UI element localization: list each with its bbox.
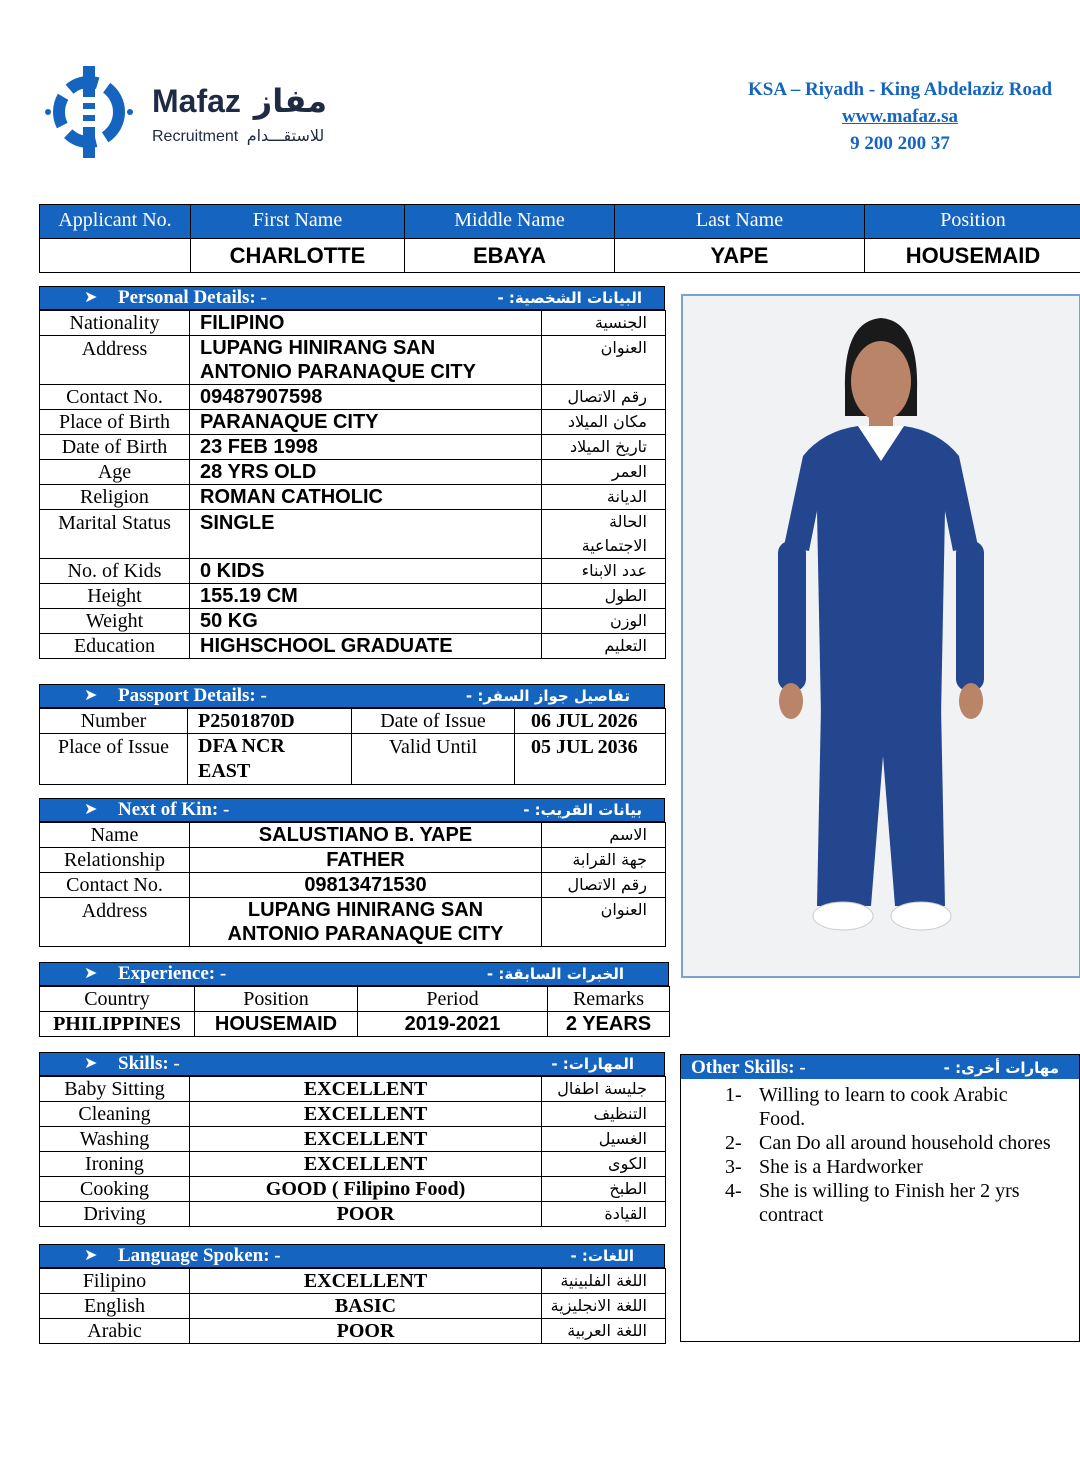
- row-value: EXCELLENT: [190, 1269, 542, 1294]
- row-value: LUPANG HINIRANG SAN ANTONIO PARANAQUE CITY: [190, 336, 542, 385]
- passport-number-label: Number: [40, 709, 188, 734]
- next-of-kin-title-ar: بيانات القريب: -: [523, 801, 642, 819]
- row-label: Contact No.: [40, 385, 190, 410]
- row-value: LUPANG HINIRANG SAN ANTONIO PARANAQUE CITY: [190, 898, 542, 947]
- row-value: 28 YRS OLD: [190, 460, 542, 485]
- row-value: 0 KIDS: [190, 559, 542, 584]
- list-item-number: 2-: [725, 1132, 742, 1154]
- person-figure-icon: [683, 296, 1079, 976]
- row-value: PARANAQUE CITY: [190, 410, 542, 435]
- row-label-ar: التنظيف: [542, 1102, 666, 1127]
- row-label: Address: [40, 898, 190, 947]
- list-item-text: Can Do all around household chores: [759, 1132, 1051, 1154]
- col-header-position: Position: [195, 987, 358, 1012]
- table-row: [40, 609, 666, 634]
- passport-details-title-ar: تفاصيل جواز السفر: -: [465, 687, 630, 705]
- personal-details-title-ar: البيانات الشخصية: -: [497, 289, 642, 307]
- row-value: POOR: [190, 1202, 542, 1227]
- experience-title: Experience: -: [118, 963, 227, 984]
- row-label-ar: رقم الاتصال: [542, 385, 666, 410]
- table-row: [40, 510, 666, 559]
- table-row: [40, 848, 666, 873]
- brand-sub-en: Recruitment: [152, 128, 239, 145]
- row-label-ar: الغسيل: [542, 1127, 666, 1152]
- row-label-ar: الطول: [542, 584, 666, 609]
- languages-table: [39, 1268, 666, 1344]
- row-label: Place of Birth: [40, 410, 190, 435]
- table-row: [40, 1319, 666, 1344]
- row-value: EXCELLENT: [190, 1127, 542, 1152]
- languages-header: [39, 1244, 665, 1268]
- passport-details-header: [39, 684, 665, 708]
- row-value: SALUSTIANO B. YAPE: [190, 823, 542, 848]
- row-label: Arabic: [40, 1319, 190, 1344]
- row-label-ar: الكوى: [542, 1152, 666, 1177]
- personal-details-title: Personal Details: -: [118, 287, 267, 308]
- header-applicant-no: Applicant No.: [40, 205, 191, 239]
- row-label-ar: عدد الابناء: [542, 559, 666, 584]
- list-item: [681, 1179, 1079, 1227]
- list-item: [681, 1155, 1079, 1179]
- arrow-icon: ➤: [84, 1055, 98, 1072]
- experience-position: HOUSEMAID: [195, 1012, 358, 1037]
- other-skills-box: [680, 1054, 1080, 1342]
- row-label: Nationality: [40, 311, 190, 336]
- issue-date-label: Date of Issue: [352, 709, 515, 734]
- other-skills-list: [681, 1079, 1079, 1227]
- experience-period: 2019-2021: [358, 1012, 548, 1037]
- row-value: 155.19 CM: [190, 584, 542, 609]
- arrow-icon: ➤: [84, 965, 98, 982]
- header-position: Position: [865, 205, 1080, 239]
- table-row: [40, 410, 666, 435]
- row-label: Weight: [40, 609, 190, 634]
- next-of-kin-table: [39, 822, 666, 947]
- table-row: [40, 460, 666, 485]
- first-name-value: CHARLOTTE: [191, 239, 405, 273]
- row-label-ar: اللغة العربية: [542, 1319, 666, 1344]
- table-row: [40, 1152, 666, 1177]
- row-label: Cooking: [40, 1177, 190, 1202]
- row-label-ar: الديانة: [542, 485, 666, 510]
- row-label: Cleaning: [40, 1102, 190, 1127]
- table-row: [40, 1127, 666, 1152]
- header-first-name: First Name: [191, 205, 405, 239]
- row-label-ar: الاسم: [542, 823, 666, 848]
- row-label: Relationship: [40, 848, 190, 873]
- row-label: Education: [40, 634, 190, 659]
- col-header-country: Country: [40, 987, 195, 1012]
- passport-number-value: P2501870D: [188, 709, 352, 734]
- passport-details-title: Passport Details: -: [118, 685, 267, 706]
- row-value: EXCELLENT: [190, 1102, 542, 1127]
- row-value: 09487907598: [190, 385, 542, 410]
- table-row: [40, 1177, 666, 1202]
- brand-name-ar: مفاز: [253, 82, 328, 120]
- row-label: Age: [40, 460, 190, 485]
- table-row: [40, 898, 666, 947]
- row-value: GOOD ( Filipino Food): [190, 1177, 542, 1202]
- other-skills-header: [681, 1055, 1079, 1079]
- col-header-remarks: Remarks: [548, 987, 670, 1012]
- table-row: [40, 311, 666, 336]
- header-last-name: Last Name: [615, 205, 865, 239]
- place-of-issue-value: DFA NCR EAST: [188, 734, 352, 785]
- row-label: Baby Sitting: [40, 1077, 190, 1102]
- passport-details-table: [39, 708, 666, 785]
- next-of-kin-title: Next of Kin: -: [118, 799, 230, 820]
- arrow-icon: ➤: [84, 801, 98, 818]
- row-label-ar: الوزن: [542, 609, 666, 634]
- experience-country: PHILIPPINES: [40, 1012, 195, 1037]
- row-label-ar: التعليم: [542, 634, 666, 659]
- website-link[interactable]: www.mafaz.sa: [841, 106, 959, 127]
- row-label-ar: العمر: [542, 460, 666, 485]
- personal-details-table: [39, 310, 666, 659]
- row-value: 23 FEB 1998: [190, 435, 542, 460]
- row-label: Religion: [40, 485, 190, 510]
- row-label: Ironing: [40, 1152, 190, 1177]
- other-skills-title: Other Skills: -: [691, 1057, 806, 1078]
- row-label: Filipino: [40, 1269, 190, 1294]
- table-row: [40, 1012, 670, 1037]
- list-item-text: Willing to learn to cook Arabic Food.: [759, 1084, 1008, 1130]
- skills-title-ar: المهارات: -: [551, 1055, 634, 1073]
- row-value: SINGLE: [190, 510, 542, 559]
- experience-header: [39, 962, 669, 986]
- place-of-issue-label: Place of Issue: [40, 734, 188, 785]
- row-label: Address: [40, 336, 190, 385]
- row-label: Washing: [40, 1127, 190, 1152]
- experience-table: [39, 986, 670, 1037]
- row-label-ar: الحالة الاجتماعية: [542, 510, 666, 559]
- row-label-ar: اللغة الانجليزية: [542, 1294, 666, 1319]
- row-label-ar: الجنسية: [542, 311, 666, 336]
- list-item-text: She is willing to Finish her 2 yrs contract: [759, 1180, 1020, 1226]
- brand-name-en: Mafaz: [152, 83, 241, 119]
- valid-until-label: Valid Until: [352, 734, 515, 785]
- row-value: 50 KG: [190, 609, 542, 634]
- row-label-ar: اللغة الفلبينية: [542, 1269, 666, 1294]
- applicant-no-value: [40, 239, 191, 273]
- col-header-period: Period: [358, 987, 548, 1012]
- arrow-icon: ➤: [84, 1247, 98, 1264]
- row-value: FATHER: [190, 848, 542, 873]
- languages-title: Language Spoken: -: [118, 1245, 281, 1266]
- row-value: 09813471530: [190, 873, 542, 898]
- row-value: ROMAN CATHOLIC: [190, 485, 542, 510]
- arrow-icon: ➤: [84, 289, 98, 306]
- list-item-number: 1-: [725, 1084, 742, 1106]
- contact-block: [700, 76, 1080, 157]
- table-row: [40, 485, 666, 510]
- table-row: [40, 1102, 666, 1127]
- header-middle-name: Middle Name: [405, 205, 615, 239]
- applicant-table: [39, 204, 1080, 273]
- mafaz-emblem-icon: [44, 62, 134, 162]
- list-item-text: She is a Hardworker: [759, 1156, 923, 1178]
- table-row: [40, 1294, 666, 1319]
- list-item: [681, 1131, 1079, 1155]
- list-item-number: 4-: [725, 1180, 742, 1202]
- table-row: [40, 734, 666, 785]
- languages-title-ar: اللغات: -: [570, 1247, 634, 1265]
- valid-until-value: 05 JUL 2036: [515, 734, 666, 785]
- personal-details-header: [39, 286, 665, 310]
- row-value: FILIPINO: [190, 311, 542, 336]
- table-row: [40, 987, 670, 1012]
- other-skills-title-ar: مهارات أخرى: -: [943, 1059, 1059, 1077]
- row-label: Name: [40, 823, 190, 848]
- row-label-ar: جهة القرابة: [542, 848, 666, 873]
- row-label: Contact No.: [40, 873, 190, 898]
- list-item-number: 3-: [725, 1156, 742, 1178]
- row-label-ar: تاريخ الميلاد: [542, 435, 666, 460]
- table-row: [40, 634, 666, 659]
- table-row: [40, 584, 666, 609]
- row-value: POOR: [190, 1319, 542, 1344]
- skills-table: [39, 1076, 666, 1227]
- row-value: EXCELLENT: [190, 1152, 542, 1177]
- brand-sub-ar: للاستقـــدام: [246, 126, 325, 145]
- row-value: EXCELLENT: [190, 1077, 542, 1102]
- phone-number: 9 200 200 37: [850, 133, 950, 154]
- next-of-kin-header: [39, 798, 665, 822]
- company-address: KSA – Riyadh - King Abdelaziz Road: [747, 79, 1053, 100]
- table-row: [40, 1202, 666, 1227]
- row-label: Marital Status: [40, 510, 190, 559]
- table-row: [40, 435, 666, 460]
- position-value: HOUSEMAID: [865, 239, 1080, 273]
- table-row: [40, 873, 666, 898]
- row-label-ar: العنوان: [542, 336, 666, 385]
- experience-title-ar: الخبرات السابقة: -: [486, 965, 624, 983]
- row-value: BASIC: [190, 1294, 542, 1319]
- row-label: English: [40, 1294, 190, 1319]
- row-label: Driving: [40, 1202, 190, 1227]
- row-label: Date of Birth: [40, 435, 190, 460]
- list-item: [681, 1083, 1079, 1131]
- skills-header: [39, 1052, 665, 1076]
- table-row: [40, 385, 666, 410]
- row-label-ar: مكان الميلاد: [542, 410, 666, 435]
- table-row: [40, 1077, 666, 1102]
- row-label-ar: رقم الاتصال: [542, 873, 666, 898]
- row-label-ar: الطبخ: [542, 1177, 666, 1202]
- table-row: [40, 709, 666, 734]
- row-label-ar: جليسة اطفال: [542, 1077, 666, 1102]
- last-name-value: YAPE: [615, 239, 865, 273]
- applicant-photo: [681, 294, 1080, 978]
- row-label: Height: [40, 584, 190, 609]
- issue-date-value: 06 JUL 2026: [515, 709, 666, 734]
- table-row: [40, 559, 666, 584]
- table-row: [40, 336, 666, 385]
- table-row: [40, 823, 666, 848]
- company-logo: [44, 62, 344, 162]
- row-value: HIGHSCHOOL GRADUATE: [190, 634, 542, 659]
- row-label: No. of Kids: [40, 559, 190, 584]
- row-label-ar: العنوان: [542, 898, 666, 947]
- skills-title: Skills: -: [118, 1053, 180, 1074]
- arrow-icon: ➤: [84, 687, 98, 704]
- table-row: [40, 1269, 666, 1294]
- row-label-ar: القيادة: [542, 1202, 666, 1227]
- experience-remarks: 2 YEARS: [548, 1012, 670, 1037]
- middle-name-value: EBAYA: [405, 239, 615, 273]
